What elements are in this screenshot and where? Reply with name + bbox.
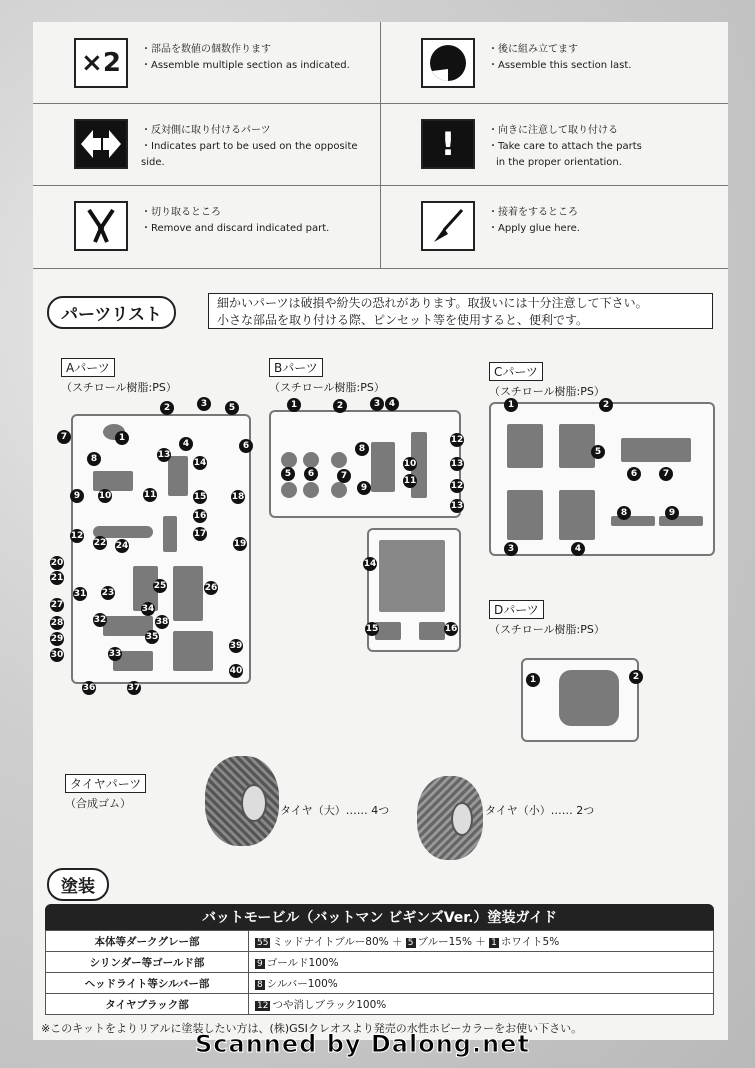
part-number-marker: 10 — [98, 491, 112, 501]
part-number-marker: 17 — [193, 529, 207, 539]
part-number-marker: 39 — [229, 641, 243, 651]
color-name: シルバー100% — [266, 977, 338, 990]
notice-line: 細かいパーツは破損や紛失の恐れがあります。取扱いには十分注意して下さい。 — [217, 296, 648, 310]
legend-jp: ・部品を数値の個数作ります — [141, 44, 271, 55]
runner-b-label — [269, 358, 385, 395]
part-number-marker: 10 — [403, 459, 417, 469]
legend-en: ・Assemble multiple section as indicated. — [141, 60, 350, 71]
part-number-marker: 16 — [444, 624, 458, 634]
color-name: ゴールド100% — [266, 956, 339, 969]
legend-jp: ・向きに注意して取り付ける — [488, 125, 618, 136]
opposite-side-icon — [74, 119, 128, 169]
part-number-marker: 11 — [403, 476, 417, 486]
part-number-marker: 3 — [504, 542, 518, 556]
table-row — [46, 973, 714, 994]
part-number-marker: 33 — [108, 649, 122, 659]
runner-d-label — [489, 600, 605, 637]
part-number-marker: 13 — [450, 459, 464, 469]
runner-c — [489, 402, 715, 556]
table-row — [46, 931, 714, 952]
table-row — [46, 952, 714, 973]
assemble-last-icon — [421, 38, 475, 88]
part-number-marker: 4 — [179, 437, 193, 451]
runner-c-label — [489, 362, 605, 399]
part-number-marker: 40 — [229, 666, 243, 676]
color-name: ブルー15% ＋ — [417, 935, 490, 948]
paint-guide-table — [45, 930, 714, 1015]
paint-part: タイヤブラック部 — [46, 994, 249, 1015]
legend-en: ・Assemble this section last. — [488, 60, 632, 71]
x2-icon: ×2 — [74, 38, 128, 88]
runner-material: （スチロール樹脂:PS） — [269, 381, 385, 394]
part-number-marker: 7 — [337, 469, 351, 483]
part-number-marker: 16 — [193, 511, 207, 521]
legend-en: in the proper orientation. — [496, 157, 622, 168]
part-number-marker: 5 — [591, 445, 605, 459]
scan-credit: Scanned by Dalong.net — [195, 1030, 530, 1058]
part-number-marker: 7 — [57, 430, 71, 444]
part-number-marker: 6 — [627, 467, 641, 481]
part-number-marker: 3 — [197, 397, 211, 411]
part-number-marker: 26 — [204, 583, 218, 593]
part-number-marker: 20 — [50, 558, 64, 568]
glue-brush-icon — [421, 201, 475, 251]
runner-d — [521, 658, 639, 742]
legend-multiple — [33, 22, 380, 103]
part-number-marker: 15 — [193, 492, 207, 502]
part-number-marker: 6 — [239, 439, 253, 453]
color-code: 1 — [491, 937, 497, 948]
part-number-marker: 8 — [87, 452, 101, 466]
part-number-marker: 5 — [225, 401, 239, 415]
part-number-marker: 5 — [281, 467, 295, 481]
legend-en: ・Take care to attach the parts — [488, 141, 642, 152]
parts-notice — [208, 293, 713, 329]
legend-jp: ・切り取るところ — [141, 207, 221, 218]
part-number-marker: 9 — [357, 481, 371, 495]
runner-material: （合成ゴム） — [65, 797, 131, 810]
part-number-marker: 12 — [70, 531, 84, 541]
color-code: 8 — [257, 979, 263, 990]
small-tire-image — [417, 776, 483, 860]
part-number-marker: 2 — [160, 401, 174, 415]
paint-part: シリンダー等ゴールド部 — [46, 952, 249, 973]
part-number-marker: 25 — [153, 581, 167, 591]
part-number-marker: 12 — [450, 435, 464, 445]
parts-list-title: パーツリスト — [47, 296, 176, 329]
part-number-marker: 27 — [50, 600, 64, 610]
nippers-icon — [74, 201, 128, 251]
paint-mix — [249, 952, 714, 973]
part-number-marker: 34 — [141, 604, 155, 614]
color-name: ホワイト5% — [500, 935, 560, 948]
part-number-marker: 13 — [450, 501, 464, 511]
part-number-marker: 35 — [145, 632, 159, 642]
table-row — [46, 994, 714, 1015]
paint-part: 本体等ダークグレー部 — [46, 931, 249, 952]
paint-mix — [249, 931, 714, 952]
part-number-marker: 2 — [333, 399, 347, 413]
part-number-marker: 6 — [304, 467, 318, 481]
legend-en: ・Apply glue here. — [488, 223, 580, 234]
legend-jp: ・後に組み立てます — [488, 44, 578, 55]
part-number-marker: 2 — [599, 398, 613, 412]
part-number-marker: 19 — [233, 539, 247, 549]
runner-material: （スチロール樹脂:PS） — [61, 381, 177, 394]
part-number-marker: 15 — [365, 624, 379, 634]
legend-assemble-last — [380, 22, 727, 103]
color-code: 5 — [407, 937, 414, 948]
part-number-marker: 29 — [50, 634, 64, 644]
instruction-page — [33, 22, 728, 1040]
part-number-marker: 8 — [355, 442, 369, 456]
paint-mix — [249, 973, 714, 994]
part-number-marker: 38 — [155, 617, 169, 627]
part-number-marker: 36 — [82, 683, 96, 693]
notice-line: 小さな部品を取り付ける際、ピンセット等を使用すると、便利です。 — [217, 313, 589, 327]
legend-remove — [33, 185, 380, 266]
symbol-legend — [33, 22, 728, 269]
part-number-marker: 32 — [93, 615, 107, 625]
part-number-marker: 13 — [157, 450, 171, 460]
part-number-marker: 3 — [370, 397, 384, 411]
runner-tire-label — [65, 774, 146, 811]
part-number-marker: 1 — [526, 673, 540, 687]
runner-name: Bパーツ — [269, 358, 323, 377]
small-tire-label: タイヤ（小）…… 2つ — [485, 804, 595, 817]
legend-opposite-side — [33, 103, 380, 184]
exclamation-icon: ! — [421, 119, 475, 169]
part-number-marker: 9 — [665, 506, 679, 520]
part-number-marker: 4 — [385, 397, 399, 411]
part-number-marker: 14 — [363, 559, 377, 569]
color-code: 55 — [257, 937, 269, 948]
part-number-marker: 7 — [659, 467, 673, 481]
legend-en: ・Indicates part to be used on the opposite side. — [141, 141, 358, 168]
runner-name: Cパーツ — [489, 362, 543, 381]
legend-glue — [380, 185, 727, 266]
runner-b-upper — [269, 410, 461, 518]
part-number-marker: 23 — [101, 588, 115, 598]
runner-material: （スチロール樹脂:PS） — [489, 623, 605, 636]
painting-title: 塗装 — [47, 868, 109, 901]
color-code: 9 — [257, 958, 263, 969]
part-number-marker: 37 — [127, 683, 141, 693]
paint-footnote: ※このキットをよりリアルに塗装したい方は、(株)GSIクレオスより発売の水性ホビーカラーをお使い下さい。 — [41, 1022, 583, 1035]
legend-jp: ・接着をするところ — [488, 207, 578, 218]
part-number-marker: 1 — [115, 431, 129, 445]
part-number-marker: 11 — [143, 490, 157, 500]
paint-mix — [249, 994, 714, 1015]
paint-guide-title: バットモービル（バットマン ビギンズVer.）塗装ガイド — [45, 904, 714, 930]
paint-part: ヘッドライト等シルバー部 — [46, 973, 249, 994]
runner-name: Aパーツ — [61, 358, 115, 377]
runner-a-label — [61, 358, 177, 395]
part-number-marker: 24 — [115, 541, 129, 551]
part-number-marker: 30 — [50, 650, 64, 660]
legend-orientation — [380, 103, 727, 184]
legend-jp: ・反対側に取り付けるパーツ — [141, 125, 271, 136]
part-number-marker: 22 — [93, 538, 107, 548]
part-number-marker: 21 — [50, 573, 64, 583]
runner-name: Dパーツ — [489, 600, 544, 619]
runner-material: （スチロール樹脂:PS） — [489, 385, 605, 398]
part-number-marker: 1 — [287, 398, 301, 412]
part-number-marker: 31 — [73, 589, 87, 599]
part-number-marker: 28 — [50, 618, 64, 628]
color-name: ミッドナイトブルー80% ＋ — [272, 935, 406, 948]
part-number-marker: 2 — [629, 670, 643, 684]
legend-en: ・Remove and discard indicated part. — [141, 223, 330, 234]
part-number-marker: 4 — [571, 542, 585, 556]
part-number-marker: 8 — [617, 506, 631, 520]
runner-name: タイヤパーツ — [65, 774, 146, 793]
part-number-marker: 14 — [193, 458, 207, 468]
part-number-marker: 12 — [450, 481, 464, 491]
part-number-marker: 9 — [70, 489, 84, 503]
color-name: つや消しブラック100% — [272, 998, 387, 1011]
color-code: 12 — [257, 1000, 269, 1011]
large-tire-label: タイヤ（大）…… 4つ — [280, 804, 390, 817]
part-number-marker: 18 — [231, 492, 245, 502]
large-tire-image — [205, 756, 279, 846]
part-number-marker: 1 — [504, 398, 518, 412]
